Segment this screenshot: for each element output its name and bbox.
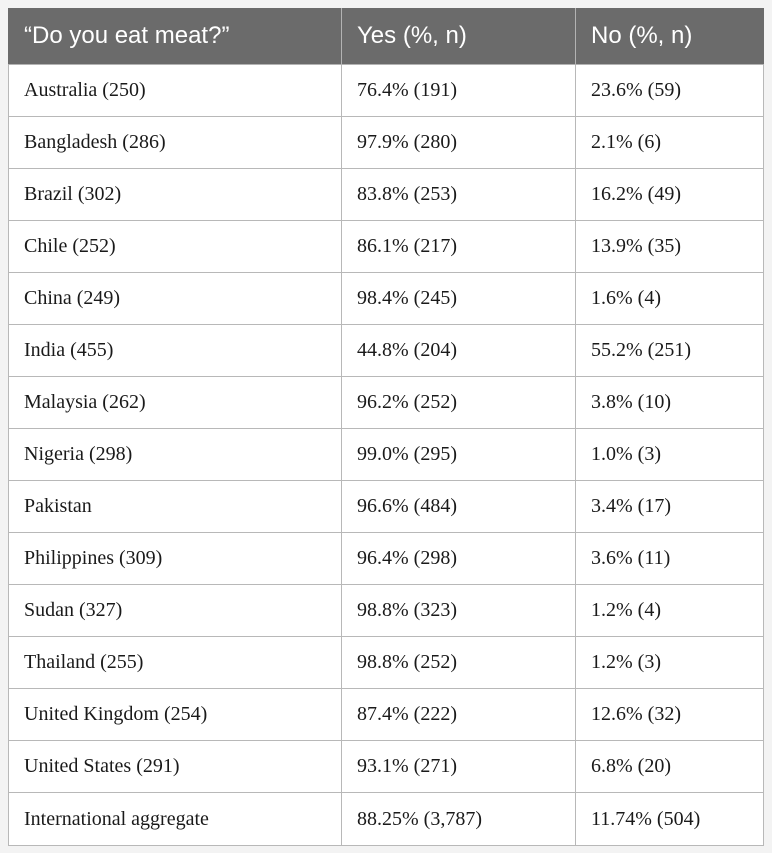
header-no: No (%, n) [576,8,764,65]
table-row [9,689,764,741]
table-row [9,65,764,117]
yes-cell: 98.8% (323) [342,585,576,637]
yes-cell: 98.4% (245) [342,273,576,325]
no-cell: 3.6% (11) [576,533,764,585]
no-cell: 6.8% (20) [576,741,764,793]
table-body [9,65,764,846]
no-cell: 1.6% (4) [576,273,764,325]
table-row [9,377,764,429]
yes-cell: 87.4% (222) [342,689,576,741]
yes-cell: 97.9% (280) [342,117,576,169]
country-cell: Nigeria (298) [9,429,342,481]
no-cell: 11.74% (504) [576,793,764,846]
no-cell: 3.4% (17) [576,481,764,533]
yes-cell: 96.4% (298) [342,533,576,585]
no-cell: 3.8% (10) [576,377,764,429]
country-cell: United States (291) [9,741,342,793]
no-cell: 55.2% (251) [576,325,764,377]
yes-cell: 83.8% (253) [342,169,576,221]
yes-cell: 88.25% (3,787) [342,793,576,846]
table-row [9,481,764,533]
table-row [9,273,764,325]
no-cell: 23.6% (59) [576,65,764,117]
no-cell: 1.0% (3) [576,429,764,481]
yes-cell: 99.0% (295) [342,429,576,481]
yes-cell: 93.1% (271) [342,741,576,793]
no-cell: 1.2% (4) [576,585,764,637]
country-cell: Thailand (255) [9,637,342,689]
header-yes: Yes (%, n) [342,8,576,65]
no-cell: 13.9% (35) [576,221,764,273]
table-header [9,8,764,65]
country-cell: Chile (252) [9,221,342,273]
meat-consumption-table [8,8,764,846]
table-row [9,585,764,637]
table-row [9,533,764,585]
table-row [9,637,764,689]
no-cell: 12.6% (32) [576,689,764,741]
data-table-container [8,8,763,846]
country-cell: Malaysia (262) [9,377,342,429]
no-cell: 1.2% (3) [576,637,764,689]
country-cell: Pakistan [9,481,342,533]
country-cell: International aggregate [9,793,342,846]
table-row [9,221,764,273]
yes-cell: 98.8% (252) [342,637,576,689]
table-row-aggregate [9,793,764,846]
header-row [9,8,764,65]
header-question: “Do you eat meat?” [9,8,342,65]
no-cell: 2.1% (6) [576,117,764,169]
yes-cell: 96.6% (484) [342,481,576,533]
country-cell: Bangladesh (286) [9,117,342,169]
yes-cell: 86.1% (217) [342,221,576,273]
table-row [9,169,764,221]
country-cell: China (249) [9,273,342,325]
table-row [9,117,764,169]
yes-cell: 96.2% (252) [342,377,576,429]
country-cell: Sudan (327) [9,585,342,637]
country-cell: United Kingdom (254) [9,689,342,741]
table-row [9,741,764,793]
country-cell: Australia (250) [9,65,342,117]
yes-cell: 44.8% (204) [342,325,576,377]
no-cell: 16.2% (49) [576,169,764,221]
country-cell: India (455) [9,325,342,377]
country-cell: Philippines (309) [9,533,342,585]
table-row [9,325,764,377]
table-row [9,429,764,481]
country-cell: Brazil (302) [9,169,342,221]
yes-cell: 76.4% (191) [342,65,576,117]
